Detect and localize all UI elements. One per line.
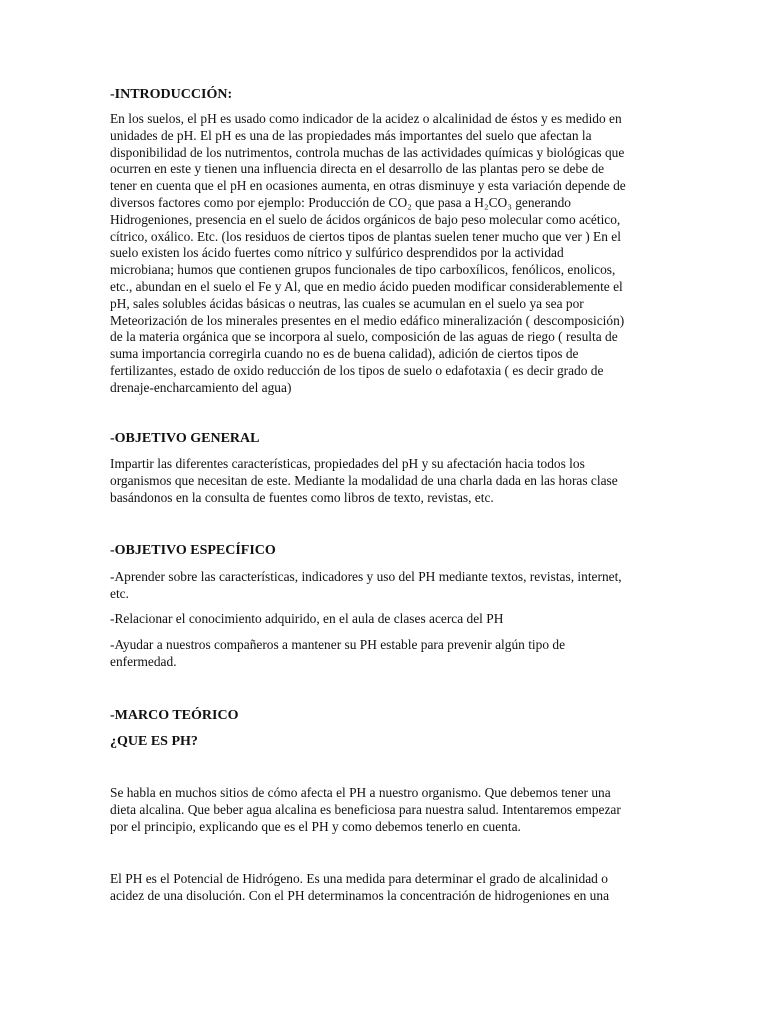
text-line: Hidrogeniones, presencia en el suelo de ácidos orgánicos de bajo peso molecular como acético, (110, 211, 621, 227)
text-line: etc., abundan en el suelo el Fe y Al, que en medio ácido pueden modificar considerablemente el (110, 278, 623, 294)
text-line: -Aprender sobre las características, indicadores y uso del PH mediante textos, revistas, internet, (110, 569, 622, 584)
text-line: Impartir las diferentes características, propiedades del pH y su afectación hacia todos los (110, 456, 585, 471)
text-line: de la materia orgánica que se incorpora al suelo, composición de las aguas de riego ( resulta de (110, 329, 618, 345)
text-line: etc. (110, 585, 129, 601)
text-line: organismos que necesitan de este. Mediante la modalidad de una charla dada en las horas clase (110, 472, 618, 488)
marco-teorico-paragraph (110, 871, 609, 905)
marco-teorico-heading: -MARCO TEÓRICO (110, 708, 239, 723)
text-line: Meteorización de los minerales presentes en el medio edáfico mineralización ( descomposición) (110, 312, 625, 328)
text-line: dieta alcalina. Que beber agua alcalina es beneficiosa para nuestra salud. Intentaremos empezar (110, 801, 621, 817)
text-line: El PH es el Potencial de Hidrógeno. Es una medida para determinar el grado de alcalinidad o (110, 871, 608, 886)
objetivo-general-paragraph (110, 456, 618, 506)
text-line: por el principio, explicando que es el PH y como debemos tenerlo en cuenta. (110, 818, 521, 834)
text-line: cítrico, oxálico. Etc. (los residuos de ciertos tipos de plantas suelen tener mucho que ver ) En el (110, 228, 621, 244)
text-line: -Ayudar a nuestros compañeros a mantener su PH estable para prevenir algún tipo de (110, 637, 566, 652)
que-es-ph-subheading: ¿QUE ES PH? (110, 734, 198, 749)
text-line: basándonos en la consulta de fuentes como libros de texto, revistas, etc. (110, 489, 494, 505)
text-line: pH, sales solubles ácidas básicas o neutras, las cuales se acumulan en el suelo ya sea por (110, 295, 584, 311)
text-line: unidades de pH. El pH es una de las propiedades más importantes del suelo que afectan la (110, 127, 592, 143)
marco-teorico-paragraph (110, 785, 621, 835)
intro-heading: -INTRODUCCIÓN: (110, 87, 233, 102)
text-line: fertilizantes, estado de oxido reducción de los tipos de suelo o edafotaxia ( es decir grado de (110, 362, 604, 378)
text-line: drenaje-encharcamiento del agua) (110, 379, 292, 395)
text-line: enfermedad. (110, 653, 177, 669)
text-line: ocurren en este y tienen una influencia directa en el desarrollo de las plantas pero se debe de (110, 161, 605, 177)
text-line: En los suelos, el pH es usado como indicador de la acidez o alcalinidad de éstos y es medido en (110, 111, 622, 126)
text-line: microbiana; humos que contienen grupos funcionales de tipo carboxílicos, fenólicos, enolicos, (110, 262, 616, 278)
text-line: diversos factores como por ejemplo: Producción de CO₂ que pasa a H₂CO₃ generando (110, 194, 571, 210)
text-line: tener en cuenta que el pH en ocasiones aumenta, en otras disminuye y esta variación depende de (110, 178, 626, 194)
objetivo-item (110, 637, 565, 671)
objetivo-item (110, 611, 503, 628)
text-line: acidez de una disolución. Con el PH determinamos la concentración de hidrogeniones en una (110, 887, 610, 903)
text-line: suma importancia corregirla cuando no es de buena calidad), adición de ciertos tipos de (110, 346, 579, 362)
text-line: Se habla en muchos sitios de cómo afecta el PH a nuestro organismo. Que debemos tener una (110, 785, 611, 800)
text-line: suelo existen los ácido fuertes como nítrico y sulfúrico desprendidos por la actividad (110, 245, 564, 261)
intro-paragraph (110, 111, 626, 397)
objetivo-especifico-heading: -OBJETIVO ESPECÍFICO (110, 543, 276, 558)
text-line: -Relacionar el conocimiento adquirido, en el aula de clases acerca del PH (110, 611, 504, 626)
objetivo-item (110, 569, 622, 603)
text-line: disponibilidad de los nutrimentos, controla muchas de las actividades químicas y biológicas que (110, 144, 625, 160)
objetivo-general-heading: -OBJETIVO GENERAL (110, 431, 260, 446)
